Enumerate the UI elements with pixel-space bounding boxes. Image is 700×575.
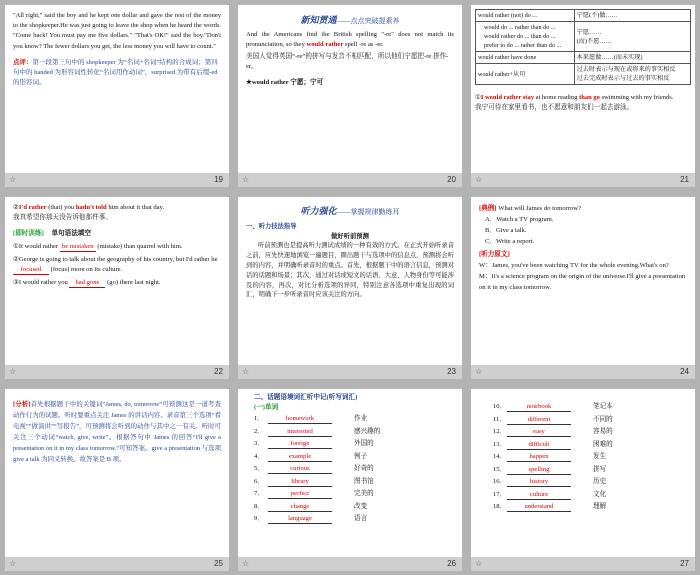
vocab-answer-blank[interactable]: library xyxy=(268,477,332,487)
section-heading: 一、听力技法指导 xyxy=(246,222,297,230)
table-cell: 过去时表示与现在或将来的事实相反 过去完成时表示与过去的事实相反 xyxy=(574,64,690,85)
table-cell: 宁愿…… (而)不愿…… xyxy=(574,22,690,52)
example-text: him about it that day. xyxy=(106,204,165,211)
analysis-block xyxy=(13,399,221,465)
slide-19[interactable] xyxy=(5,5,229,187)
vocab-number: 5． xyxy=(254,465,264,473)
vocab-item xyxy=(493,439,687,452)
vocab-meaning: 理解 xyxy=(593,503,607,511)
para-highlight: would rather xyxy=(306,41,344,48)
slide-22[interactable] xyxy=(5,197,229,379)
slide-number: 22 xyxy=(214,367,223,376)
tip-text: 第一段第三句中的 shopkeeper 为“名词+名词”结构的合成词；第四句中的 handed 为形容词性转化“名词用作动词”，surprised 为带有后缀-ed 的形容词。 xyxy=(13,58,218,87)
star-icon: ☆ xyxy=(475,559,483,568)
vocab-number: 9． xyxy=(254,515,264,523)
question-text: (focus) more on its culture. xyxy=(49,266,123,273)
vocab-answer-blank[interactable]: change xyxy=(268,502,332,512)
example-text: at home reading xyxy=(533,94,580,101)
vocab-meaning: 图书馆 xyxy=(354,477,374,485)
vocab-number: 12． xyxy=(493,428,507,436)
vocab-answer-blank[interactable]: history xyxy=(507,477,571,487)
example-text: (that) you xyxy=(46,204,76,211)
question-text: (mistake) than quarrel with him. xyxy=(95,243,183,250)
star-icon: ☆ xyxy=(242,559,250,568)
table-cell: 宁愿(不)做…… xyxy=(574,10,690,22)
vocab-meaning: 语言 xyxy=(354,515,368,523)
body-text: 听前预测也是提高听力测试成绩的一种有效的方式。在正式开始听录音之前，应先快速地浏览一遍题目，圈出题干与选项中的信息点，预测将会听到的内容，并明确听录音时的重点。首先，根据题干中的语言信息，预测对话的话题和场景；其次，通过对话或短文的话语、大意、人物身份等可能涉及的内容，再次，对比分析选项的异同，特别注意各选项中重复出现的词汇，明确下一步听录音时应该关注的方向。 xyxy=(246,242,454,299)
slide-number: 25 xyxy=(214,559,223,568)
vocab-number: 2． xyxy=(254,427,264,435)
slide-24[interactable] xyxy=(471,197,695,379)
table-cell: would rather+从句 xyxy=(476,64,575,85)
table-row xyxy=(476,64,691,85)
slide-number: 19 xyxy=(214,175,223,184)
vocab-answer-blank[interactable]: culture xyxy=(507,490,571,500)
transcript-w-line: W：James, you've been watching TV for the whole evening.What's on? xyxy=(479,262,669,269)
vocab-answer-blank[interactable]: different xyxy=(507,415,571,425)
vocab-number: 3． xyxy=(254,440,264,448)
vocab-number: 13． xyxy=(493,440,507,448)
slide-number: 23 xyxy=(447,367,456,376)
vocab-answer-blank[interactable]: interested xyxy=(268,427,332,437)
example-translation: 我宁可待在家里看书，也不愿意和朋友们一起去游泳。 xyxy=(475,104,634,111)
table-cell: would do ... rather than do ... would rather do ... than do ... prefer to do ... rather than do ... xyxy=(476,22,575,52)
star-icon: ☆ xyxy=(242,175,250,184)
table-row xyxy=(476,10,691,22)
vocab-meaning: 发生 xyxy=(593,453,607,461)
slide-number: 20 xyxy=(447,175,456,184)
vocab-answer-blank[interactable]: foreign xyxy=(268,439,332,449)
vocab-meaning: 文化 xyxy=(593,490,607,498)
practice-label: [即时训练] xyxy=(13,230,44,237)
vocab-item xyxy=(493,489,687,502)
table-cell: would rather (not) do ... xyxy=(476,10,575,22)
slide-footer xyxy=(5,365,229,379)
answer-blank[interactable]: be mistaken xyxy=(60,243,96,252)
example-highlight: hadn't told xyxy=(75,204,107,211)
vocab-item xyxy=(254,501,454,514)
tip-block xyxy=(13,58,221,89)
vocab-number: 7． xyxy=(254,490,264,498)
vocab-answer-blank[interactable]: homework xyxy=(268,414,332,424)
vocab-item xyxy=(493,464,687,477)
example-translation: 我真希望你那天没告诉他那件事。 xyxy=(13,214,112,221)
slide-26[interactable] xyxy=(238,389,462,571)
slide-number: 27 xyxy=(680,559,689,568)
banner-title: 新知贯通 xyxy=(300,15,337,25)
vocab-number: 15． xyxy=(493,465,507,473)
vocab-number: 4． xyxy=(254,452,264,460)
vocab-meaning: 历史 xyxy=(593,478,607,486)
banner-title: 听力强化 xyxy=(300,206,337,216)
banner-subtitle: ——点点突破提素养 xyxy=(336,17,400,25)
practice-title: 单句语法填空 xyxy=(51,230,91,237)
star-icon: ☆ xyxy=(9,367,17,376)
vocab-item xyxy=(493,426,687,439)
slide-footer xyxy=(238,365,462,379)
section-banner xyxy=(246,15,454,26)
banner-subtitle: ——掌握规律勤练耳 xyxy=(336,208,400,216)
slide-footer xyxy=(5,173,229,187)
vocab-number: 6． xyxy=(254,477,264,485)
section-heading: 二、话题语境词汇听中记(听写词汇) xyxy=(254,394,358,401)
practice-heading xyxy=(13,229,221,239)
vocab-answer-blank[interactable]: difficult xyxy=(507,440,571,450)
vocab-meaning: 感兴趣的 xyxy=(354,427,381,435)
section-banner xyxy=(246,207,454,218)
section-subtitle: 做好听前预测 xyxy=(331,232,369,240)
slide-number: 24 xyxy=(680,367,689,376)
vocab-answer-blank[interactable]: language xyxy=(268,514,332,524)
vocab-item xyxy=(254,476,454,489)
vocab-meaning: 作业 xyxy=(354,415,368,423)
vocab-item xyxy=(254,451,454,464)
question-text: (go) there last night. xyxy=(105,279,161,286)
vocab-item xyxy=(254,488,454,501)
vocab-meaning: 容易的 xyxy=(593,428,613,436)
example-number: ② xyxy=(13,204,19,211)
transcript-m-line: M：It's a science program on the origin of the universe.I'll give a presentation on it in my class tomorrow. xyxy=(479,273,686,291)
question-1 xyxy=(13,242,221,252)
vocab-meaning: 困难的 xyxy=(593,440,613,448)
slide-number: 26 xyxy=(447,559,456,568)
slide-27[interactable] xyxy=(471,389,695,571)
table-cell: would rather have done xyxy=(476,52,575,64)
example-sentence xyxy=(13,203,221,213)
slide-footer xyxy=(5,557,229,571)
vocab-item xyxy=(493,401,687,414)
vocab-item xyxy=(254,513,454,526)
example-label: [典例] xyxy=(479,205,497,212)
vocab-meaning: 笔记本 xyxy=(593,403,613,411)
vocab-meaning: 拼写 xyxy=(593,465,607,473)
slide-footer xyxy=(238,557,462,571)
slide-20[interactable] xyxy=(238,5,462,187)
vocab-number: 1． xyxy=(254,415,264,423)
grammar-table xyxy=(475,9,691,85)
example-text: swimming with my friends. xyxy=(599,94,674,101)
vocab-meaning: 改变 xyxy=(354,502,368,510)
vocab-meaning: 不同的 xyxy=(593,415,613,423)
example-highlight: I'd rather xyxy=(18,204,47,211)
transcript-label: [听力原文] xyxy=(479,251,510,258)
translation: 美国人觉得英国“-re”的拼写与发音不相匹配，所以他们宁愿把-re 拼作-er。 xyxy=(246,53,449,70)
star-icon: ☆ xyxy=(9,559,17,568)
vocab-item xyxy=(493,451,687,464)
slide-21[interactable] xyxy=(471,5,695,187)
question-2 xyxy=(13,255,221,275)
star-icon: ☆ xyxy=(475,175,483,184)
slide-footer xyxy=(471,365,695,379)
vocab-number: 11． xyxy=(493,415,506,423)
vocab-meaning: 完美的 xyxy=(354,490,374,498)
vocab-meaning: 例子 xyxy=(354,452,368,460)
para-text: And the Americans find the British spelling "-re" does not match its pronunciation, so they xyxy=(246,31,454,48)
vocab-item xyxy=(254,426,454,439)
vocab-number: 18． xyxy=(493,503,507,511)
vocab-meaning: 外国的 xyxy=(354,440,374,448)
key-phrase: ★would rather 宁愿；宁可 xyxy=(246,79,324,86)
answer-blank[interactable]: focused xyxy=(13,266,49,275)
vocab-answer-blank[interactable]: notebook xyxy=(507,402,571,412)
vocab-item xyxy=(254,413,454,426)
vocab-answer-blank[interactable]: happen xyxy=(507,452,571,462)
example-sentence xyxy=(475,93,691,103)
para-text-end: spell -re as -er. xyxy=(344,41,384,48)
vocab-item xyxy=(254,438,454,451)
question-line xyxy=(479,203,687,214)
analysis-text: 首先根据题干中的关键词“James, do, tomorrow”可预测这是一道考查动作行为的试题。听时要重点关注 James 的讲话内容。录音第三个选项“看电视”“做演讲”“写报告”，可预测将会听到的动作与其中之一有关。听时可关注三个动词“watch, give, write”。根据答句中 James 的回答“I'll give a presentation on it in my class tomorrow.”可知答案。give a presentation 与选项 give a talk 为同义转换。故答案是 B 项。 xyxy=(13,401,221,463)
slide-footer xyxy=(471,173,695,187)
question-text: ②George is going to talk about the geography of his country, but I'd rather he xyxy=(13,256,218,263)
example-highlight: I would rather stay xyxy=(480,94,534,101)
example-paragraph xyxy=(246,30,454,50)
vocab-answer-blank[interactable]: example xyxy=(268,452,332,462)
table-row xyxy=(476,22,691,52)
tip-label: 点评： xyxy=(13,58,33,66)
question-text: ③I would rather you xyxy=(13,279,70,286)
vocab-number: 14． xyxy=(493,453,507,461)
question-3 xyxy=(13,278,221,288)
option-a[interactable]: A．Watch a TV program. xyxy=(485,216,554,223)
answer-blank[interactable]: had gone xyxy=(69,279,105,288)
slide-25[interactable] xyxy=(5,389,229,571)
slide-footer xyxy=(471,557,695,571)
vocab-list xyxy=(254,413,454,526)
example-number: ① xyxy=(475,94,481,101)
vocab-answer-blank[interactable]: understand xyxy=(507,502,571,512)
vocab-answer-blank[interactable]: easy xyxy=(507,427,571,437)
star-icon: ☆ xyxy=(475,367,483,376)
vocab-item xyxy=(254,463,454,476)
question-text: What will James do tomorrow? xyxy=(498,205,582,212)
slide-footer xyxy=(238,173,462,187)
analysis-label: [分析] xyxy=(13,401,31,408)
slide-number: 21 xyxy=(680,175,689,184)
question-text: ①It would rather xyxy=(13,243,60,250)
vocab-number: 17． xyxy=(493,490,507,498)
example-highlight: than go xyxy=(579,94,600,101)
story-paragraph: "All right," said the boy and he kept one dollar and gave the rest of the money to the shopkeeper.He was just going to leave the shop when he heard the words. "Come back! You must pay me five dollars." "That's OK!" said the boy."Don't you know? The fewer dollars you get, the less money you will have to count." xyxy=(13,12,221,50)
option-b[interactable]: B．Give a talk. xyxy=(485,227,527,234)
table-row xyxy=(476,52,691,64)
option-c[interactable]: C．Write a report. xyxy=(485,238,535,245)
vocab-item xyxy=(493,476,687,489)
vocab-list xyxy=(493,401,687,514)
vocab-answer-blank[interactable]: perfect xyxy=(268,489,332,499)
vocab-answer-blank[interactable]: curious xyxy=(268,464,332,474)
vocab-number: 10． xyxy=(493,403,507,411)
vocab-meaning: 好奇的 xyxy=(354,465,374,473)
vocab-number: 16． xyxy=(493,478,507,486)
section-subheading: (一)单词 xyxy=(254,404,279,411)
slide-23[interactable] xyxy=(238,197,462,379)
table-cell: 本来愿做……(而未实现) xyxy=(574,52,690,64)
vocab-item xyxy=(493,414,687,427)
vocab-item xyxy=(493,501,687,514)
vocab-answer-blank[interactable]: spelling xyxy=(507,465,571,475)
star-icon: ☆ xyxy=(242,367,250,376)
vocab-number: 8． xyxy=(254,502,264,510)
star-icon: ☆ xyxy=(9,175,17,184)
